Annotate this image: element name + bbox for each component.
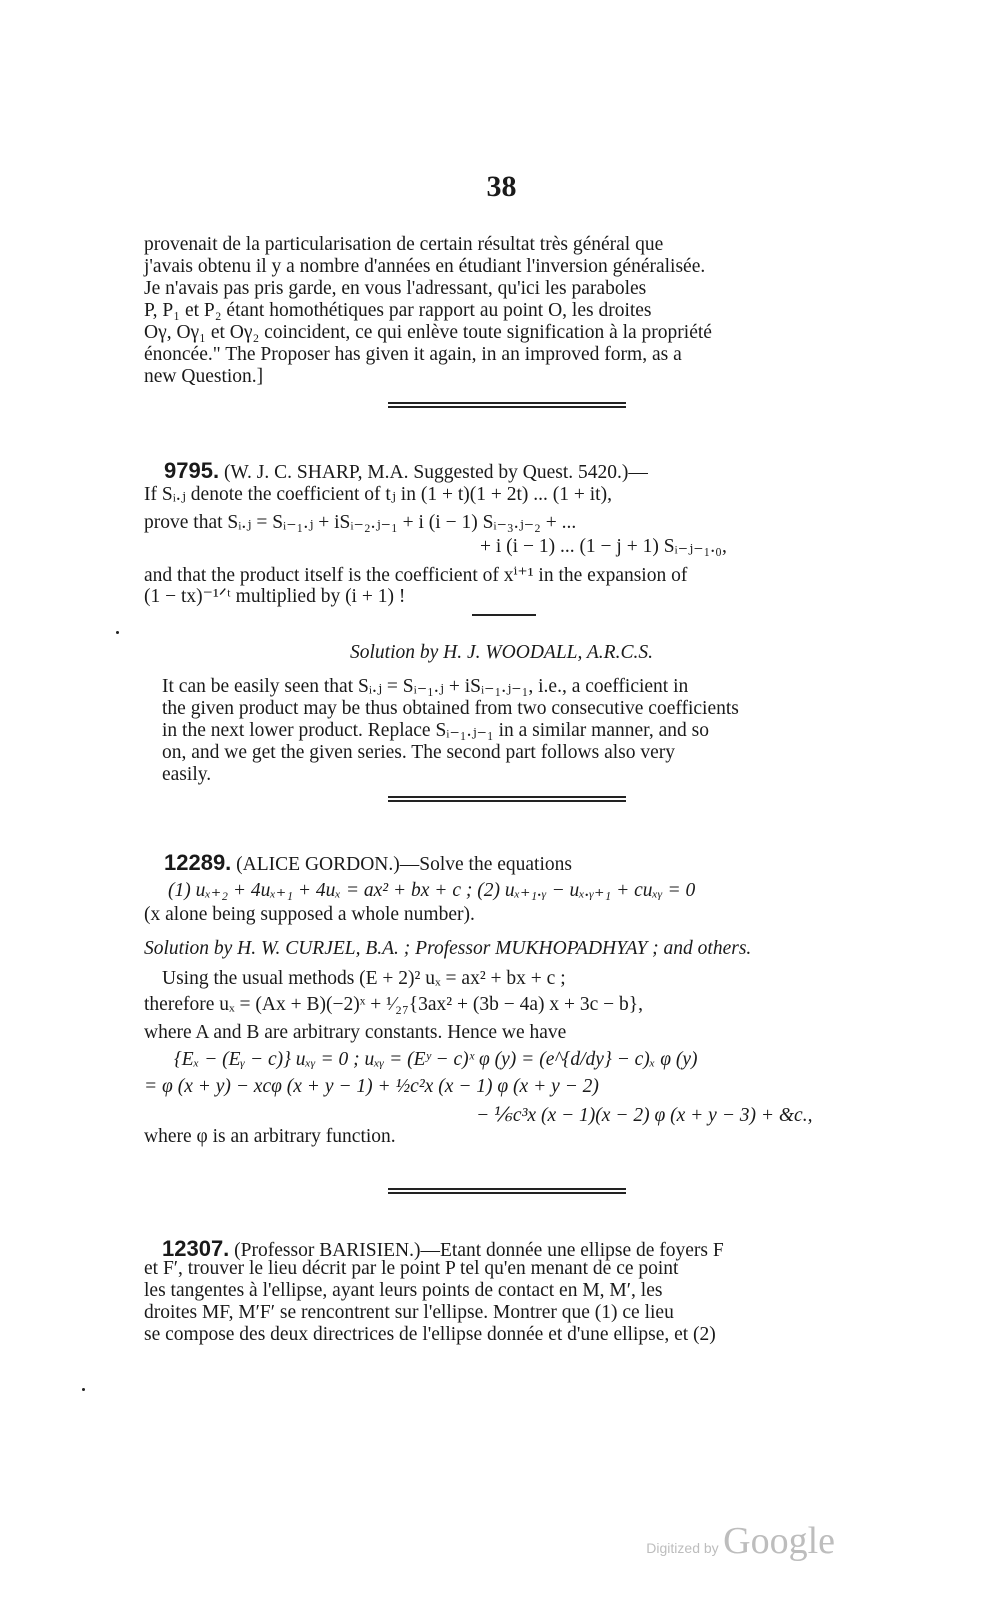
question-line: et F′, trouver le lieu décrit par le point P tel qu'en menant de ce point [144, 1258, 679, 1279]
question-9795-line: + i (i − 1) ... (1 − j + 1) Sᵢ₋ⱼ₋₁.₀, [480, 536, 727, 557]
solution-12289-equation: − ⅙c³x (x − 1)(x − 2) φ (x + y − 3) + &c., [476, 1105, 813, 1126]
solution-heading: Solution by H. J. WOODALL, A.R.C.S. [350, 642, 653, 663]
solution-12289-line: therefore uₓ = (Ax + B)(−2)ˣ + ¹⁄₂₇{3ax² + (3b − 4a) x + 3c − b}, [144, 994, 644, 1015]
solution-line: in the next lower product. Replace Sᵢ₋₁.ⱼ₋₁ in a similar manner, and so [162, 720, 709, 741]
intro-line: Je n'avais pas pris garde, en vous l'adressant, qu'ici les paraboles [144, 278, 647, 299]
intro-line: énoncée." The Proposer has given it again, in an improved form, as a [144, 344, 682, 365]
digitized-watermark [646, 1519, 835, 1563]
intro-line: j'avais obtenu il y a nombre d'années en étudiant l'inversion généralisée. [144, 256, 706, 277]
question-number: 12289. [164, 850, 232, 875]
question-9795-line: prove that Sᵢ.ⱼ = Sᵢ₋₁.ⱼ + iSᵢ₋₂.ⱼ₋₁ + i (i − 1) Sᵢ₋₃.ⱼ₋₂ + ... [144, 512, 577, 533]
watermark-prefix: Digitized by [646, 1540, 719, 1556]
question-number: 12307. [162, 1236, 230, 1261]
question-12289-note: (x alone being supposed a whole number). [144, 904, 475, 925]
question-line: se compose des deux directrices de l'ellipse donnée et d'une ellipse, et (2) [144, 1324, 716, 1345]
question-number: 9795. [164, 458, 220, 483]
section-divider [388, 402, 626, 408]
solution-heading: Solution by H. W. CURJEL, B.A. ; Professor MUKHOPADHYAY ; and others. [144, 938, 752, 959]
question-9795-line: If Sᵢ.ⱼ denote the coefficient of tⱼ in (1 + t)(1 + 2t) ... (1 + it), [144, 484, 612, 505]
question-9795-line: (1 − tx)⁻¹ᐟᵗ multiplied by (i + 1) ! [144, 586, 406, 607]
solution-12289-equation: = φ (x + y) − xcφ (x + y − 1) + ½c²x (x − 1) φ (x + y − 2) [144, 1076, 599, 1097]
intro-line: provenait de la particularisation de certain résultat très général que [144, 234, 664, 255]
speck [82, 1388, 85, 1391]
intro-line: new Question.] [144, 366, 264, 387]
solution-line: It can be easily seen that Sᵢ.ⱼ = Sᵢ₋₁.ⱼ + iSᵢ₋₁.ⱼ₋₁, i.e., a coefficient in [162, 676, 689, 697]
solution-line: easily. [162, 764, 212, 785]
solution-9795-paragraph [162, 676, 859, 786]
question-12289-header [164, 850, 572, 876]
short-rule [472, 614, 536, 616]
intro-paragraph [144, 234, 859, 388]
question-12289-equations: (1) uₓ₊₂ + 4uₓ₊₁ + 4uₓ = ax² + bx + c ; (2) uₓ₊₁.ᵧ − uₓ.ᵧ₊₁ + cuₓᵧ = 0 [168, 880, 696, 901]
speck [116, 631, 119, 634]
question-9795-line: and that the product itself is the coefficient of xⁱ⁺¹ in the expansion of [144, 565, 688, 586]
intro-line: P, P₁ et P₂ étant homothétiques par rapport au point O, les droites [144, 300, 652, 321]
section-divider [388, 1188, 626, 1194]
question-line: droites MF, M′F′ se rencontrent sur l'ellipse. Montrer que (1) ce lieu [144, 1302, 674, 1323]
question-line: les tangentes à l'ellipse, ayant leurs points de contact en M, M′, les [144, 1280, 663, 1301]
solution-line: on, and we get the given series. The second part follows also very [162, 742, 675, 763]
solution-line: the given product may be thus obtained from two consecutive coefficients [162, 698, 739, 719]
question-9795-header [164, 458, 648, 484]
solution-12289-line: where φ is an arbitrary function. [144, 1126, 396, 1147]
solution-12289-line: where A and B are arbitrary constants. Hence we have [144, 1022, 567, 1043]
page-number: 38 [486, 170, 517, 203]
question-header-text: (W. J. C. SHARP, M.A. Suggested by Quest. 5420.)— [223, 462, 648, 483]
question-header-text: (ALICE GORDON.)—Solve the equations [236, 854, 572, 875]
intro-line: Oγ, Oγ₁ et Oγ₂ coincident, ce qui enlève toute signification à la propriété [144, 322, 712, 343]
google-logo: Google [723, 1520, 835, 1562]
solution-12289-equation: {Eₓ − (Eᵧ − c)} uₓᵧ = 0 ; uₓᵧ = (Eʸ − c)ˣ φ (y) = (e^{d/dy} − c)ₓ φ (y) [174, 1049, 698, 1070]
question-12307-paragraph [144, 1258, 859, 1346]
question-header-text: (Professor BARISIEN.)—Etant donnée une ellipse de foyers F [234, 1240, 724, 1261]
section-divider [388, 796, 626, 802]
solution-12289-line: Using the usual methods (E + 2)² uₓ = ax² + bx + c ; [162, 968, 566, 989]
